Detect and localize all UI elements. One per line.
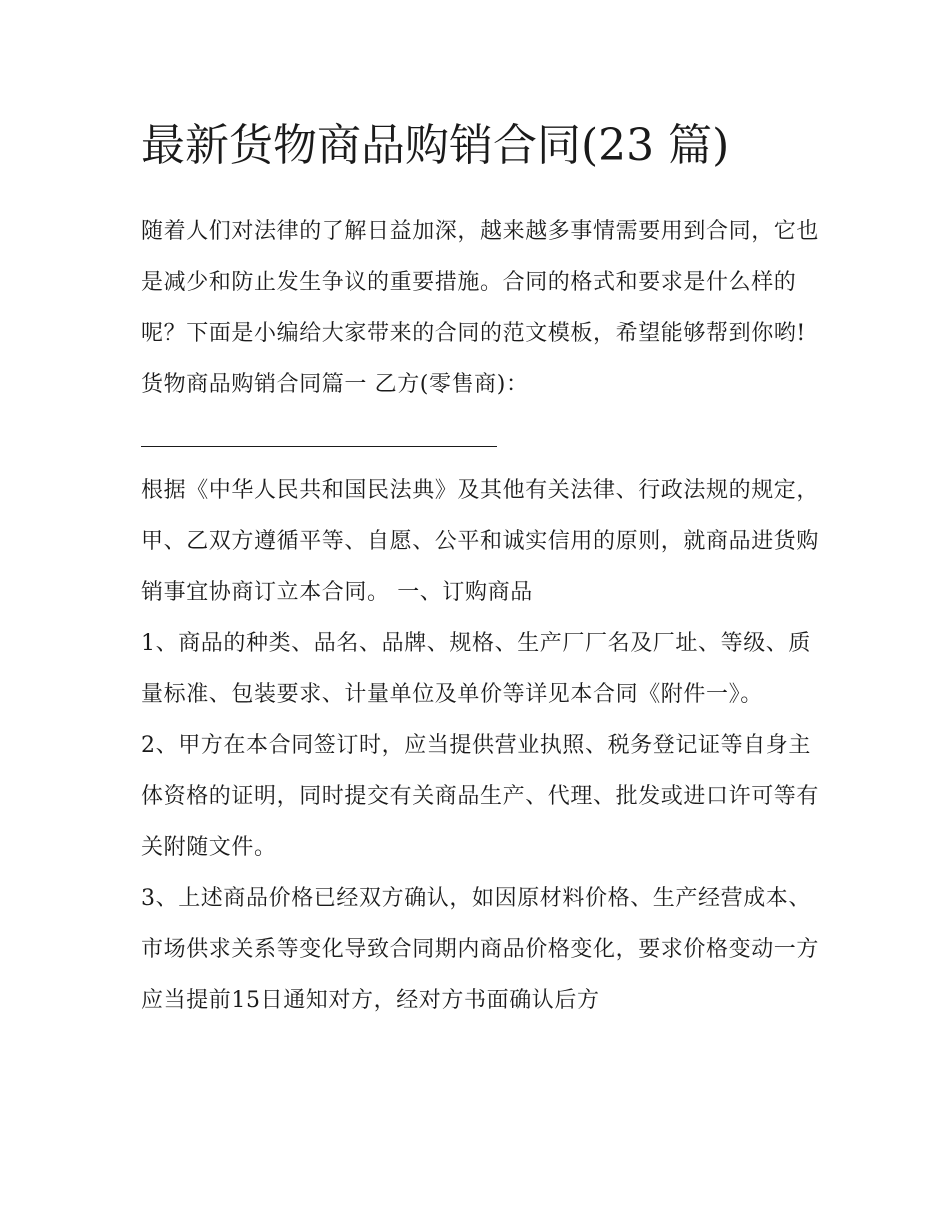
contract-heading-line: 货物商品购销合同篇一 乙方(零售商)： bbox=[141, 372, 529, 397]
clause-3: 3、上述商品价格已经双方确认，如因原材料价格、生产经营成本、市场供求关系等变化导致合同期内商品价格变化，要求价格变动一方应当提前15日通知对方，经对方书面确认后方 bbox=[141, 886, 820, 1013]
intro-paragraph: 随着人们对法律的了解日益加深，越来越多事情需要用到合同，它也是减少和防止发生争议的重要措施。合同的格式和要求是什么样的呢？下面是小编给大家带来的合同的范文模板，希望能够帮到你哟! bbox=[141, 219, 820, 346]
signature-blank-row bbox=[141, 410, 821, 461]
clause-1: 1、商品的种类、品名、品牌、规格、生产厂厂名及厂址、等级、质量标准、包装要求、计量单位及单价等详见本合同《附件一》。 bbox=[141, 631, 811, 707]
document-title: 最新货物商品购销合同(23 篇) bbox=[141, 120, 730, 171]
clause-2: 2、甲方在本合同签订时，应当提供营业执照、税务登记证等自身主体资格的证明，同时提交有关商品生产、代理、批发或进口许可等有关附随文件。 bbox=[141, 733, 820, 860]
signature-blank-line bbox=[141, 446, 497, 447]
document-body bbox=[141, 112, 821, 1026]
basis-paragraph: 根据《中华人民共和国民法典》及其他有关法律、行政法规的规定，甲、乙双方遵循平等、自愿、公平和诚实信用的原则，就商品进货购销事宜协商订立本合同。 一、订购商品 bbox=[141, 478, 820, 605]
